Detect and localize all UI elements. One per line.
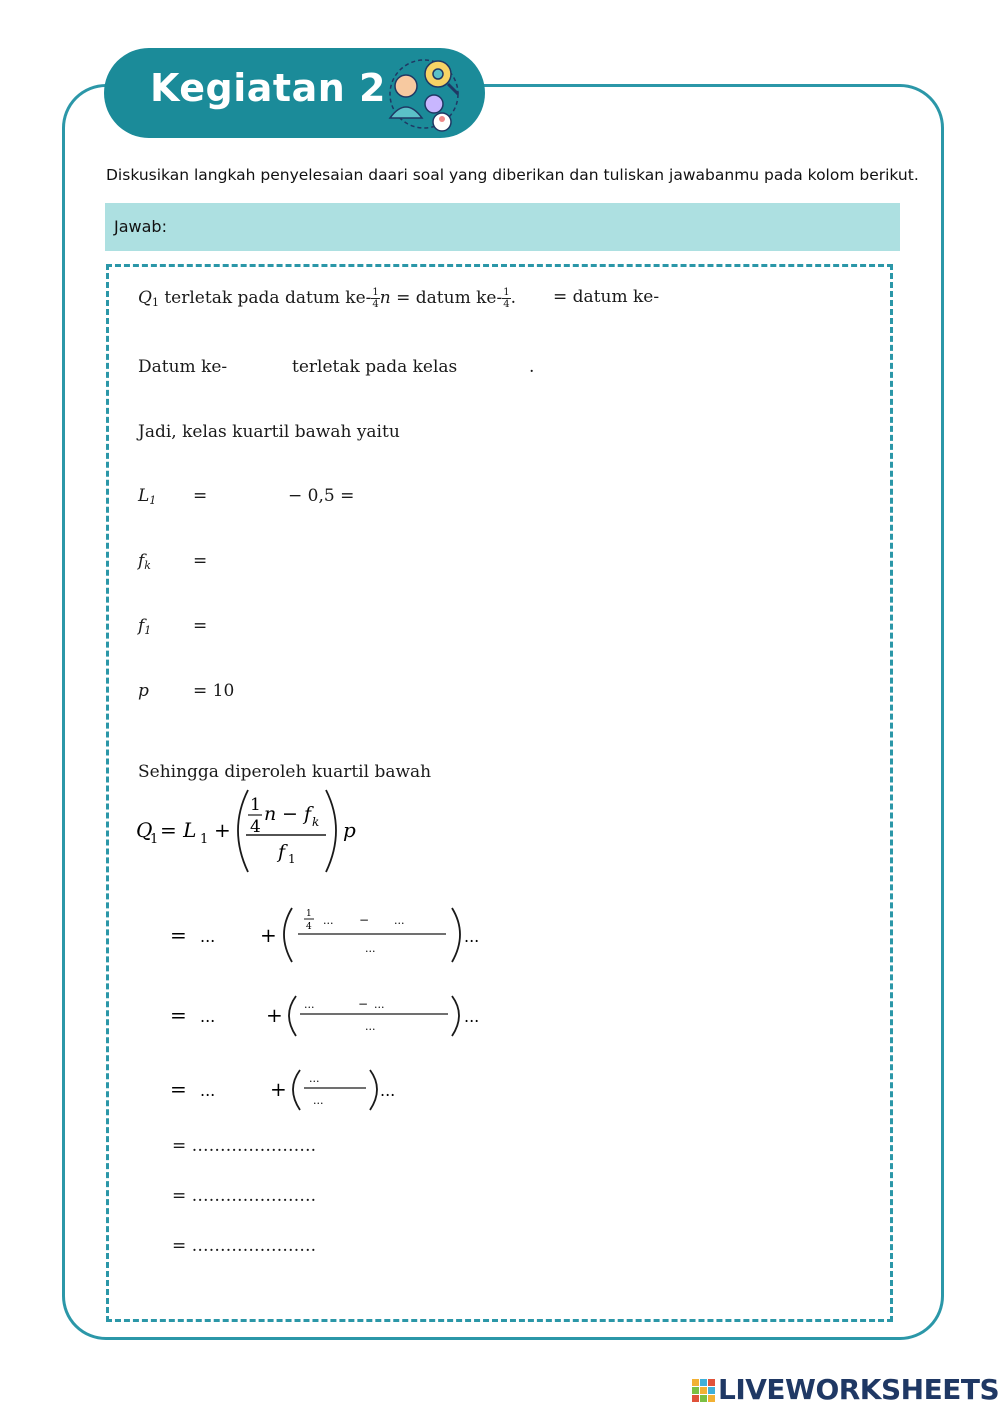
- svg-text:k: k: [312, 815, 320, 829]
- final-line-1: = ………………….: [172, 1136, 317, 1156]
- group-search-icon: [378, 52, 468, 136]
- svg-text:=: =: [170, 1003, 187, 1027]
- brand-name: LIVEWORKSHEETS: [718, 1373, 1000, 1406]
- svg-text:1: 1: [250, 795, 261, 815]
- svg-text:=: =: [170, 923, 187, 947]
- instruction-text: Diskusikan langkah penyelesaian daari soal yang diberikan dan tuliskan jawabanmu pada kolom berikut.: [106, 166, 919, 184]
- svg-text:...: ...: [304, 998, 315, 1011]
- svg-text:...: ...: [309, 1072, 320, 1085]
- step-3: [168, 1064, 408, 1114]
- answer-label: Jawab:: [114, 217, 167, 236]
- svg-text:+: +: [270, 1077, 287, 1101]
- svg-text:=: =: [170, 1077, 187, 1101]
- svg-text:1: 1: [288, 852, 296, 866]
- class-label: terletak pada kelas: [292, 357, 458, 377]
- line-period: .: [529, 357, 535, 377]
- result-intro: Sehingga diperoleh kuartil bawah: [138, 762, 432, 782]
- formula-left-paren: [238, 790, 248, 872]
- quarter-fraction-2: $\frac{1}{4}$: [503, 287, 510, 310]
- formula-right-paren: [326, 790, 336, 872]
- q1-symbol: Q: [138, 288, 152, 308]
- datum-label: Datum ke-: [138, 357, 228, 377]
- svg-text:− f: − f: [282, 803, 311, 825]
- svg-text:p: p: [343, 818, 356, 842]
- formula-l: = L: [160, 818, 197, 842]
- final-line-2: = ………………….: [172, 1186, 317, 1206]
- step-1: [168, 902, 488, 966]
- svg-text:+: +: [260, 923, 277, 947]
- svg-text:...: ...: [394, 914, 405, 927]
- svg-text:1: 1: [150, 832, 159, 847]
- svg-text:−: −: [358, 997, 369, 1011]
- svg-text:...: ...: [313, 1094, 324, 1107]
- svg-text:−: −: [359, 913, 370, 927]
- datum-result-text: = datum ke-: [553, 287, 660, 307]
- fk-equals: =: [193, 551, 208, 571]
- svg-text:1: 1: [200, 832, 209, 847]
- quarter-fraction: $\frac{1}{4}$: [372, 287, 379, 310]
- liveworksheets-logo-icon: [692, 1374, 718, 1408]
- svg-text:...: ...: [365, 1020, 376, 1033]
- svg-text:4: 4: [250, 817, 261, 837]
- svg-text:1: 1: [306, 909, 312, 919]
- svg-text:f: f: [278, 841, 286, 863]
- answer-header-bar: [105, 203, 900, 251]
- equals-datum-text: = datum ke-: [390, 288, 503, 308]
- f1-symbol: $f_1$: [138, 616, 152, 637]
- svg-text:...: ...: [374, 998, 385, 1011]
- f1-equals: =: [193, 616, 208, 636]
- svg-text:...: ...: [200, 1081, 216, 1100]
- p-symbol: p: [138, 681, 149, 701]
- quartile-formula: [136, 780, 376, 876]
- q1-subscript: 1: [151, 296, 159, 309]
- svg-text:4: 4: [306, 922, 312, 932]
- n-symbol: n: [379, 288, 391, 308]
- svg-text:...: ...: [464, 1007, 480, 1026]
- svg-text:...: ...: [380, 1081, 396, 1100]
- svg-text:n: n: [264, 803, 277, 825]
- q1-text: terletak pada datum ke-: [158, 288, 372, 308]
- svg-text:...: ...: [200, 1007, 216, 1026]
- l1-expression: − 0,5 =: [288, 486, 355, 506]
- svg-text:...: ...: [323, 914, 334, 927]
- fk-symbol: $f_k$: [138, 551, 151, 572]
- step-2: [168, 990, 488, 1040]
- l1-equals: =: [193, 486, 208, 506]
- svg-text:...: ...: [200, 927, 216, 946]
- svg-text:...: ...: [464, 927, 480, 946]
- l1-symbol: $L_1$: [138, 486, 157, 507]
- p-value: = 10: [193, 681, 235, 701]
- lower-quartile-class-text: Jadi, kelas kuartil bawah yaitu: [138, 422, 400, 442]
- q1-position-line: $Q_1$ terletak pada datum ke- $\frac{1}{4}$ n = datum ke- $\frac{1}{4}$ .: [138, 287, 516, 310]
- formula-q: Q: [136, 818, 153, 842]
- svg-text:+: +: [266, 1003, 283, 1027]
- svg-text:...: ...: [365, 942, 376, 955]
- page-title: Kegiatan 2: [150, 66, 386, 110]
- svg-text:+: +: [214, 818, 231, 842]
- final-line-3: = ………………….: [172, 1236, 317, 1256]
